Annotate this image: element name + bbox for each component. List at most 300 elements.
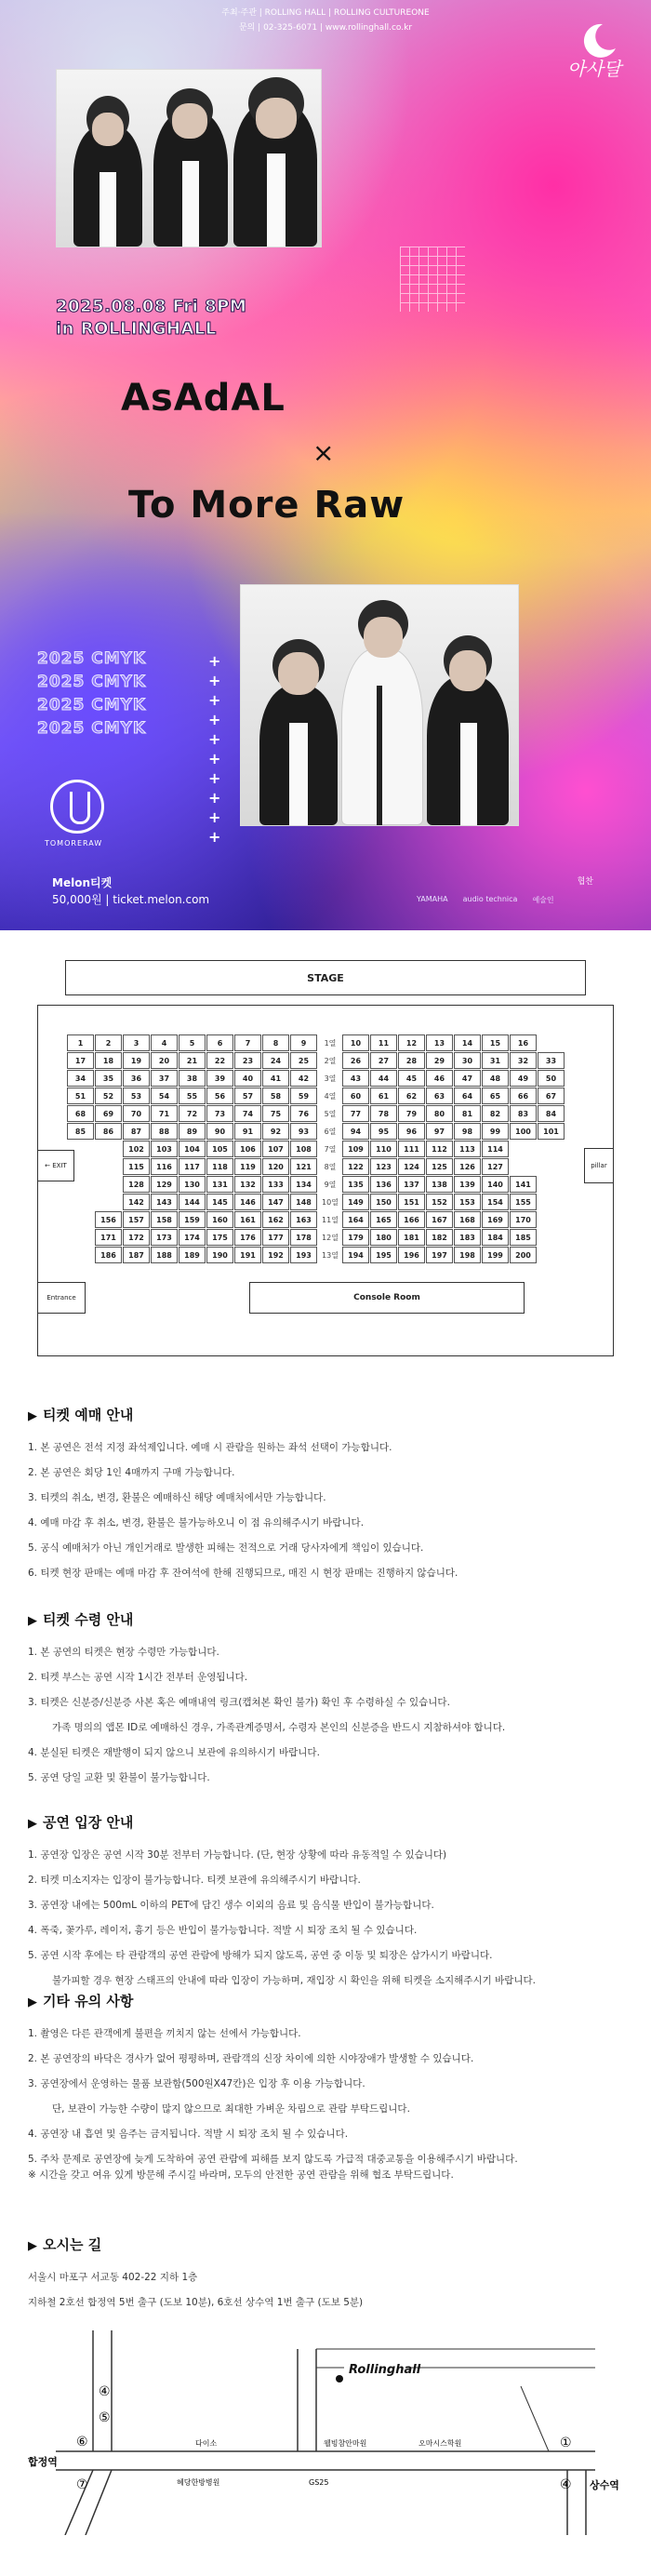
seat: 78 xyxy=(370,1105,397,1122)
seat: 171 xyxy=(95,1229,122,1246)
seat: 154 xyxy=(482,1194,509,1210)
seat: 65 xyxy=(482,1088,509,1104)
seat: 19 xyxy=(123,1052,150,1069)
landmark: GS25 xyxy=(309,2478,329,2487)
seat: 135 xyxy=(342,1176,369,1193)
asadal-logo: 아사달 xyxy=(562,20,627,76)
seat: 112 xyxy=(426,1141,453,1157)
seat: 107 xyxy=(262,1141,289,1157)
seat: 163 xyxy=(290,1211,317,1228)
collab-cross: × xyxy=(312,437,335,468)
band-name-tomoreraw: To More Raw xyxy=(128,484,405,527)
seat: 116 xyxy=(151,1158,178,1175)
seat: 182 xyxy=(426,1229,453,1246)
seat: 72 xyxy=(179,1105,206,1122)
seat: 59 xyxy=(290,1088,317,1104)
seat: 167 xyxy=(426,1211,453,1228)
seat: 60 xyxy=(342,1088,369,1104)
seat: 194 xyxy=(342,1247,369,1263)
seat: 10 xyxy=(342,1034,369,1051)
seat: 127 xyxy=(482,1158,509,1175)
seat: 44 xyxy=(370,1070,397,1087)
seat: 14 xyxy=(454,1034,481,1051)
seat: 156 xyxy=(95,1211,122,1228)
seat: 158 xyxy=(151,1211,178,1228)
seat: 21 xyxy=(179,1052,206,1069)
seat: 174 xyxy=(179,1229,206,1246)
seat: 75 xyxy=(262,1105,289,1122)
seat: 53 xyxy=(123,1088,150,1104)
seat: 179 xyxy=(342,1229,369,1246)
seat: 165 xyxy=(370,1211,397,1228)
seat: 50 xyxy=(538,1070,565,1087)
seat: 200 xyxy=(510,1247,537,1263)
section-ticket-pickup xyxy=(28,1609,623,1791)
seat: 84 xyxy=(538,1105,565,1122)
section-ticket-booking xyxy=(28,1405,623,1586)
seat: 102 xyxy=(123,1141,150,1157)
row-label: 1열 xyxy=(324,1038,337,1048)
list-item: 5. 공연 시작 후에는 타 관람객의 공연 관람에 방해가 되지 않도록, 공연 중 이동 및 퇴장은 삼가시기 바랍니다. xyxy=(28,1950,493,1961)
seat: 52 xyxy=(95,1088,122,1104)
seat: 100 xyxy=(510,1123,537,1140)
venue-label: Rollinghall xyxy=(349,2363,421,2377)
station-sangsu: 상수역 xyxy=(590,2479,619,2491)
seat: 29 xyxy=(426,1052,453,1069)
list-item: 2. 티켓 부스는 공연 시작 1시간 전부터 운영됩니다. xyxy=(28,1672,248,1683)
exit-label: ← EXIT xyxy=(37,1150,74,1181)
seat: 77 xyxy=(342,1105,369,1122)
seat: 41 xyxy=(262,1070,289,1087)
seat: 46 xyxy=(426,1070,453,1087)
seat: 138 xyxy=(426,1176,453,1193)
map-svg xyxy=(28,2330,623,2535)
landmark: 오마시스학원 xyxy=(418,2439,462,2448)
seat: 40 xyxy=(234,1070,261,1087)
seat: 143 xyxy=(151,1194,178,1210)
pillar-label: pillar xyxy=(584,1148,614,1183)
seat: 23 xyxy=(234,1052,261,1069)
seat: 140 xyxy=(482,1176,509,1193)
landmark: 혜당한방병원 xyxy=(177,2478,220,2487)
row-label: 6열 xyxy=(324,1127,337,1136)
seat: 47 xyxy=(454,1070,481,1087)
seat: 115 xyxy=(123,1158,150,1175)
entrance-label: Entrance xyxy=(37,1282,86,1314)
seat: 101 xyxy=(538,1123,565,1140)
seat: 27 xyxy=(370,1052,397,1069)
notice-note: ※ 시간을 갖고 여유 있게 방문해 주시길 바라며, 모두의 안전한 공연 관람을 위해 협조 부탁드립니다. xyxy=(28,2169,454,2181)
seat: 71 xyxy=(151,1105,178,1122)
tomoreraw-emblem-icon xyxy=(50,780,104,834)
seat: 88 xyxy=(151,1123,178,1140)
seat: 126 xyxy=(454,1158,481,1175)
seat: 66 xyxy=(510,1088,537,1104)
sponsor-logos: YAMAHA audio technica 예술인 xyxy=(417,895,554,904)
row-label: 4열 xyxy=(324,1091,337,1101)
list-item: 3. 티켓은 신분증/신분증 사본 혹은 예매내역 링크(캡쳐본 확인 불가) 확인 후 수령하실 수 있습니다. xyxy=(28,1697,450,1708)
seat: 93 xyxy=(290,1123,317,1140)
seat: 67 xyxy=(538,1088,565,1104)
sponsor-badge: 협찬 xyxy=(577,877,593,887)
row-label: 5열 xyxy=(324,1109,337,1118)
list-item: 3. 공연장 내에는 500mL 이하의 PET에 담긴 생수 이외의 음료 및 음식물 반입이 불가능합니다. xyxy=(28,1900,434,1911)
band-photo-2 xyxy=(240,584,519,826)
seat: 86 xyxy=(95,1123,122,1140)
seat: 95 xyxy=(370,1123,397,1140)
section-title: ▶ 오시는 길 xyxy=(28,2236,102,2253)
seat: 132 xyxy=(234,1176,261,1193)
seat: 33 xyxy=(538,1052,565,1069)
stage: STAGE xyxy=(65,960,586,995)
seat: 119 xyxy=(234,1158,261,1175)
tomoreraw-logo: TOMORERAW xyxy=(45,780,119,848)
seat: 125 xyxy=(426,1158,453,1175)
seat: 111 xyxy=(398,1141,425,1157)
exit-4-marker: ④ xyxy=(99,2384,111,2399)
seat: 39 xyxy=(206,1070,233,1087)
seat: 157 xyxy=(123,1211,150,1228)
seat: 69 xyxy=(95,1105,122,1122)
seat: 188 xyxy=(151,1247,178,1263)
seat: 26 xyxy=(342,1052,369,1069)
triangle-icon: ▶ xyxy=(28,1995,37,2009)
seat: 164 xyxy=(342,1211,369,1228)
seat: 87 xyxy=(123,1123,150,1140)
list-item: 2. 본 공연장의 바닥은 경사가 없어 평평하며, 관람객의 신장 차이에 의한 시야장애가 발생할 수 있습니다. xyxy=(28,2053,474,2064)
row-label: 3열 xyxy=(324,1074,337,1083)
seat: 173 xyxy=(151,1229,178,1246)
seat: 82 xyxy=(482,1105,509,1122)
seat: 121 xyxy=(290,1158,317,1175)
exit-5-marker: ⑤ xyxy=(99,2410,111,2425)
station-hapjeong: 합정역 xyxy=(28,2456,58,2468)
seat: 45 xyxy=(398,1070,425,1087)
seat: 168 xyxy=(454,1211,481,1228)
seat: 30 xyxy=(454,1052,481,1069)
seat: 123 xyxy=(370,1158,397,1175)
seat: 151 xyxy=(398,1194,425,1210)
seat: 144 xyxy=(179,1194,206,1210)
seat: 56 xyxy=(206,1088,233,1104)
seat: 28 xyxy=(398,1052,425,1069)
seat: 51 xyxy=(67,1088,94,1104)
list-item: 단, 보관이 가능한 수량이 많지 않으므로 최대한 가벼운 차림으로 관람 부탁드립니다. xyxy=(52,2103,410,2115)
seat: 8 xyxy=(262,1034,289,1051)
seat: 64 xyxy=(454,1088,481,1104)
seat: 170 xyxy=(510,1211,537,1228)
seat: 187 xyxy=(123,1247,150,1263)
venue-marker-icon xyxy=(336,2375,343,2382)
seat: 12 xyxy=(398,1034,425,1051)
seat: 80 xyxy=(426,1105,453,1122)
list-item: 3. 공연장에서 운영하는 물품 보관함(500원X47칸)은 입장 후 이용 가능합니다. xyxy=(28,2078,365,2089)
seat: 177 xyxy=(262,1229,289,1246)
location-map xyxy=(28,2330,623,2535)
seat: 20 xyxy=(151,1052,178,1069)
list-item: 4. 폭죽, 꽃가루, 레이저, 흉기 등은 반입이 불가능합니다. 적발 시 퇴장 조치 될 수 있습니다. xyxy=(28,1925,418,1936)
seat: 137 xyxy=(398,1176,425,1193)
landmark: 다이소 xyxy=(195,2439,218,2448)
contact-line: 문의 | 02-325-6071 | www.rollinghall.co.kr xyxy=(238,23,413,33)
ticket-info: Melon티켓 50,000원 | ticket.melon.com xyxy=(52,876,210,906)
seat: 113 xyxy=(454,1141,481,1157)
section-other xyxy=(28,1991,623,2172)
seat: 54 xyxy=(151,1088,178,1104)
row-label: 2열 xyxy=(324,1056,337,1065)
seat: 55 xyxy=(179,1088,206,1104)
list-item: 4. 분실된 티켓은 재발행이 되지 않으니 보관에 유의하시기 바랍니다. xyxy=(28,1747,320,1758)
list-item: 1. 본 공연의 티켓은 현장 수령만 가능합니다. xyxy=(28,1647,219,1658)
seat: 16 xyxy=(510,1034,537,1051)
seat: 1 xyxy=(67,1034,94,1051)
seat: 49 xyxy=(510,1070,537,1087)
seat: 139 xyxy=(454,1176,481,1193)
seat: 175 xyxy=(206,1229,233,1246)
seat: 85 xyxy=(67,1123,94,1140)
seat: 32 xyxy=(510,1052,537,1069)
seat: 37 xyxy=(151,1070,178,1087)
seat: 97 xyxy=(426,1123,453,1140)
seat: 198 xyxy=(454,1247,481,1263)
seat: 103 xyxy=(151,1141,178,1157)
seat: 74 xyxy=(234,1105,261,1122)
exit-4r-marker: ④ xyxy=(560,2477,572,2492)
seat: 48 xyxy=(482,1070,509,1087)
row-label: 13열 xyxy=(322,1250,339,1260)
seat: 191 xyxy=(234,1247,261,1263)
seat: 81 xyxy=(454,1105,481,1122)
seat: 192 xyxy=(262,1247,289,1263)
seat: 153 xyxy=(454,1194,481,1210)
seat: 9 xyxy=(290,1034,317,1051)
seat: 114 xyxy=(482,1141,509,1157)
section-title: ▶ 티켓 예매 안내 xyxy=(28,1407,134,1423)
seat: 155 xyxy=(510,1194,537,1210)
list-item: 가족 명의의 앱몬 ID로 예매하신 경우, 가족관계증명서, 수령자 본인의 신분증을 반드시 지참하셔야 합니다. xyxy=(52,1722,506,1733)
seat: 185 xyxy=(510,1229,537,1246)
seat: 13 xyxy=(426,1034,453,1051)
triangle-icon: ▶ xyxy=(28,1817,37,1831)
seat: 34 xyxy=(67,1070,94,1087)
seat: 61 xyxy=(370,1088,397,1104)
seat: 128 xyxy=(123,1176,150,1193)
seat: 133 xyxy=(262,1176,289,1193)
section-entry xyxy=(28,1812,623,1994)
plus-decoration: + + + + + + + + + + xyxy=(208,652,221,846)
seat: 15 xyxy=(482,1034,509,1051)
seat: 104 xyxy=(179,1141,206,1157)
seat: 159 xyxy=(179,1211,206,1228)
seat: 17 xyxy=(67,1052,94,1069)
seat: 131 xyxy=(206,1176,233,1193)
seat: 166 xyxy=(398,1211,425,1228)
row-label: 11열 xyxy=(322,1215,339,1224)
seat: 99 xyxy=(482,1123,509,1140)
seat: 129 xyxy=(151,1176,178,1193)
list-item: 1. 본 공연은 전석 지정 좌석제입니다. 예매 시 관람을 원하는 좌석 선택이 가능합니다. xyxy=(28,1442,392,1453)
list-item: 5. 공연 당일 교환 및 환불이 불가능합니다. xyxy=(28,1772,210,1783)
seat: 57 xyxy=(234,1088,261,1104)
row-label: 12열 xyxy=(322,1233,339,1242)
section-title: ▶ 기타 유의 사항 xyxy=(28,1993,134,2009)
seat: 42 xyxy=(290,1070,317,1087)
seat: 195 xyxy=(370,1247,397,1263)
seat: 38 xyxy=(179,1070,206,1087)
ticket-price: 50,000원 xyxy=(52,893,102,906)
list-item: 4. 공연장 내 흡연 및 음주는 금지됩니다. 적발 시 퇴장 조치 될 수 있습니다. xyxy=(28,2129,349,2140)
seat: 118 xyxy=(206,1158,233,1175)
seat: 120 xyxy=(262,1158,289,1175)
seat: 62 xyxy=(398,1088,425,1104)
seat: 68 xyxy=(67,1105,94,1122)
seat: 162 xyxy=(262,1211,289,1228)
seat: 149 xyxy=(342,1194,369,1210)
seat: 24 xyxy=(262,1052,289,1069)
triangle-icon: ▶ xyxy=(28,2239,37,2253)
seat: 36 xyxy=(123,1070,150,1087)
seat: 94 xyxy=(342,1123,369,1140)
row-label: 7열 xyxy=(324,1144,337,1154)
seat: 79 xyxy=(398,1105,425,1122)
seat: 122 xyxy=(342,1158,369,1175)
seat: 145 xyxy=(206,1194,233,1210)
address: 서울시 마포구 서교동 402-22 지하 1층 xyxy=(28,2272,198,2283)
exit-1-marker: ① xyxy=(560,2436,572,2450)
seat: 124 xyxy=(398,1158,425,1175)
seat: 58 xyxy=(262,1088,289,1104)
list-item: 불가피할 경우 현장 스태프의 안내에 따라 입장이 가능하며, 재입장 시 확인을 위해 티켓을 소지해주시기 바랍니다. xyxy=(52,1975,536,1986)
seat: 22 xyxy=(206,1052,233,1069)
seat: 183 xyxy=(454,1229,481,1246)
seat: 105 xyxy=(206,1141,233,1157)
seat: 83 xyxy=(510,1105,537,1122)
row-label: 9열 xyxy=(324,1180,337,1189)
row-label: 8열 xyxy=(324,1162,337,1171)
seat: 18 xyxy=(95,1052,122,1069)
seat: 98 xyxy=(454,1123,481,1140)
section-title: ▶ 공연 입장 안내 xyxy=(28,1814,134,1831)
ticket-url[interactable]: ticket.melon.com xyxy=(113,893,210,906)
seat: 193 xyxy=(290,1247,317,1263)
poster-header xyxy=(0,6,651,35)
cmyk-lines: 2025 CMYK 2025 CMYK 2025 CMYK 2025 CMYK xyxy=(37,649,147,738)
seat: 73 xyxy=(206,1105,233,1122)
seat: 6 xyxy=(206,1034,233,1051)
concert-date: 2025.08.08 Fri 8PM in ROLLINGHALL xyxy=(56,297,247,339)
seat: 117 xyxy=(179,1158,206,1175)
band-photo-1 xyxy=(56,69,322,247)
list-item: 5. 주차 문제로 공연장에 늦게 도착하여 공연 관람에 피해를 보지 않도록 가급적 대중교통을 이용해주시기 바랍니다. xyxy=(28,2154,518,2165)
seat: 108 xyxy=(290,1141,317,1157)
seat: 146 xyxy=(234,1194,261,1210)
seat: 109 xyxy=(342,1141,369,1157)
list-item: 2. 본 공연은 회당 1인 4매까지 구매 가능합니다. xyxy=(28,1467,235,1478)
list-item: 1. 공연장 입장은 공연 시작 30분 전부터 가능합니다. (단, 현장 상황에 따라 유동적일 수 있습니다) xyxy=(28,1849,447,1861)
seat: 172 xyxy=(123,1229,150,1246)
seat: 70 xyxy=(123,1105,150,1122)
seat: 110 xyxy=(370,1141,397,1157)
seat: 92 xyxy=(262,1123,289,1140)
seat: 180 xyxy=(370,1229,397,1246)
seat: 176 xyxy=(234,1229,261,1246)
band-name-asadal: AsAdAL xyxy=(121,377,286,420)
seat: 11 xyxy=(370,1034,397,1051)
seat: 141 xyxy=(510,1176,537,1193)
section-directions xyxy=(28,2235,623,2316)
seat: 181 xyxy=(398,1229,425,1246)
seat: 134 xyxy=(290,1176,317,1193)
seat: 184 xyxy=(482,1229,509,1246)
seat: 161 xyxy=(234,1211,261,1228)
list-item: 5. 공식 예매처가 아닌 개인거래로 발생한 피해는 전적으로 거래 당사자에게 책임이 있습니다. xyxy=(28,1542,424,1554)
row-label: 10열 xyxy=(322,1197,339,1207)
seat: 4 xyxy=(151,1034,178,1051)
seat: 35 xyxy=(95,1070,122,1087)
list-item: 1. 촬영은 다른 관객에게 불편을 끼치지 않는 선에서 가능합니다. xyxy=(28,2028,301,2039)
organizer-line: 주최·주관 | ROLLING HALL | ROLLING CULTUREONE xyxy=(221,8,430,18)
seat: 152 xyxy=(426,1194,453,1210)
asadal-moon-icon xyxy=(562,20,627,58)
list-item: 4. 예매 마감 후 취소, 변경, 환불은 불가능하오니 이 점 유의해주시기 바랍니다. xyxy=(28,1517,365,1528)
seat: 186 xyxy=(95,1247,122,1263)
seat: 196 xyxy=(398,1247,425,1263)
seat-map xyxy=(0,930,651,1377)
transit-info: 지하철 2호선 합정역 5번 출구 (도보 10분), 6호선 상수역 1번 출구 (도보 5분) xyxy=(28,2297,364,2308)
seat: 90 xyxy=(206,1123,233,1140)
seat: 142 xyxy=(123,1194,150,1210)
triangle-icon: ▶ xyxy=(28,1409,37,1423)
seat: 76 xyxy=(290,1105,317,1122)
seat: 63 xyxy=(426,1088,453,1104)
seat: 136 xyxy=(370,1176,397,1193)
seat: 91 xyxy=(234,1123,261,1140)
seat: 31 xyxy=(482,1052,509,1069)
seat: 160 xyxy=(206,1211,233,1228)
concert-poster xyxy=(0,0,651,930)
seat: 178 xyxy=(290,1229,317,1246)
seat: 2 xyxy=(95,1034,122,1051)
seat: 3 xyxy=(123,1034,150,1051)
seat: 7 xyxy=(234,1034,261,1051)
seat: 130 xyxy=(179,1176,206,1193)
seat: 197 xyxy=(426,1247,453,1263)
seat: 89 xyxy=(179,1123,206,1140)
landmark: 웰빙참안마원 xyxy=(324,2439,367,2448)
seat: 150 xyxy=(370,1194,397,1210)
seat: 25 xyxy=(290,1052,317,1069)
seat: 189 xyxy=(179,1247,206,1263)
exit-6-marker: ⑥ xyxy=(76,2435,88,2449)
section-title: ▶ 티켓 수령 안내 xyxy=(28,1611,134,1628)
exit-7-marker: ⑦ xyxy=(76,2477,88,2492)
seat: 169 xyxy=(482,1211,509,1228)
seat: 96 xyxy=(398,1123,425,1140)
seat: 106 xyxy=(234,1141,261,1157)
console-room: Console Room xyxy=(249,1282,525,1314)
list-item: 2. 티켓 미소지자는 입장이 불가능합니다. 티켓 보관에 유의해주시기 바랍니다. xyxy=(28,1875,361,1886)
seat: 147 xyxy=(262,1194,289,1210)
ticket-vendor: Melon티켓 xyxy=(52,876,113,889)
triangle-icon: ▶ xyxy=(28,1614,37,1628)
seat: 199 xyxy=(482,1247,509,1263)
list-item: 6. 티켓 현장 판매는 예매 마감 후 잔여석에 한해 진행되므로, 매진 시 현장 판매는 진행하지 않습니다. xyxy=(28,1568,458,1579)
seat: 5 xyxy=(179,1034,206,1051)
seat: 190 xyxy=(206,1247,233,1263)
seat: 43 xyxy=(342,1070,369,1087)
grid-decoration xyxy=(400,247,465,312)
seat: 148 xyxy=(290,1194,317,1210)
